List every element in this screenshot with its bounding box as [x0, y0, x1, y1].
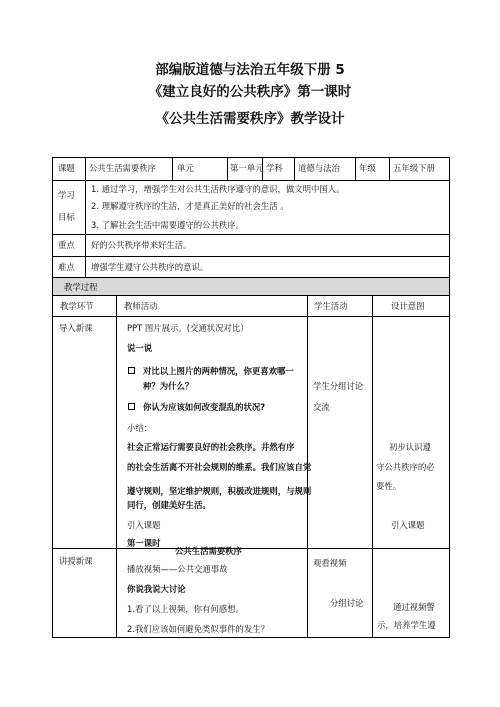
intro-intent-line3: 要性。: [376, 481, 402, 491]
table-border-bottom: [52, 637, 449, 638]
col-rule: [227, 157, 228, 180]
process-title-shade: [52, 277, 449, 295]
doc-title-line1: 部编版道德与法治五年级下册 5: [155, 62, 345, 78]
intro-question-1-line2: 种？为什么？: [143, 381, 194, 391]
checkbox-bullet-icon: [128, 367, 135, 374]
intro-say: 说一说: [127, 343, 153, 353]
lecture-intent-line1: 通过视频警: [393, 602, 435, 612]
lecture-student-line2: 分组讨论: [330, 598, 364, 608]
checkbox-bullet-icon: [128, 403, 135, 410]
key-point-label: 重点: [58, 240, 75, 250]
lecture-intent-line2: 示，培养学生遵: [377, 620, 436, 630]
col-rule: [294, 157, 295, 180]
doc-title-line3: 《公共生活需要秩序》教学设计: [155, 111, 345, 127]
stage-intro: 导入新课: [59, 323, 93, 333]
intro-intent-lead: 引入课题: [391, 520, 425, 530]
doc-title-line2: 《建立良好的公共秩序》第一课时: [148, 84, 352, 100]
header-student: 学生活动: [314, 301, 348, 311]
intro-summary-line: 遵守规则，坚定维护规则，积极改进规则，与规则: [127, 486, 312, 496]
lecture-discuss: 你说我说大讨论: [127, 584, 186, 594]
table-border-left: [52, 157, 53, 638]
intro-summary-line: 同行，创建美好生活。: [127, 500, 211, 510]
header-intent: 设计意图: [391, 301, 425, 311]
goals-label-line2: 目标: [58, 212, 75, 222]
intro-lesson-part1: 第一课时: [127, 538, 161, 548]
table-rule: [52, 256, 449, 257]
intro-summary-line: 社会正常运行需要良好的社会秩序。井然有序: [127, 442, 295, 452]
subject-label: 学科: [266, 163, 283, 173]
col-rule: [355, 157, 356, 180]
goals-label-line1: 学习: [58, 190, 75, 200]
table-rule: [52, 316, 449, 317]
header-teacher: 教师活动: [124, 301, 158, 311]
intro-intent-line1: 初步认识遵: [389, 442, 431, 452]
lecture-video: 播放视频——公共交通事故: [127, 564, 228, 574]
grade-label: 年级: [359, 163, 376, 173]
col-rule: [172, 157, 173, 180]
table-rule: [52, 548, 449, 549]
table-rule: [52, 295, 449, 296]
col-rule: [372, 295, 373, 638]
unit-label: 单元: [177, 163, 194, 173]
table-rule: [52, 234, 449, 235]
table-rule: [52, 180, 449, 181]
unit-value: 第一单元: [230, 163, 264, 173]
intro-summary-line: 的社会生活离不开社会规则的维系。我们应该自觉: [127, 462, 312, 472]
difficult-point-value: 增强学生遵守公共秩序的意识。: [91, 262, 209, 272]
col-rule: [116, 295, 117, 638]
lecture-question-2: 2.我们应该如何避免类似事件的发生？: [127, 624, 269, 634]
intro-ppt: PPT 图片展示。(交通状况对比）: [127, 323, 249, 333]
process-title: 教学过程: [64, 282, 98, 292]
intro-question-2: 你认为应该如何改变混乱的状况?: [143, 402, 266, 412]
difficult-point-label: 难点: [58, 262, 75, 272]
intro-intent-line2: 守公共秩序的必: [376, 462, 435, 472]
intro-summary-label: 小结：: [127, 423, 153, 433]
lecture-question-1: 1.看了以上视频，你有何感想。: [127, 604, 244, 614]
table-border-right: [449, 157, 450, 638]
stage-lecture: 讲授新课: [59, 556, 93, 566]
goal-item: 2. 理解遵守秩序的生活，才是真正美好的社会生活 。: [91, 201, 289, 211]
subject-value: 道德与法治: [298, 163, 340, 173]
goal-item: 3. 了解社会生活中需要遵守的公共秩序。: [91, 220, 245, 230]
col-rule: [85, 157, 86, 277]
key-point-value: 好的公共秩序带来好生活。: [91, 240, 192, 250]
intro-lesson-part2: 公共生活需要秩序: [175, 546, 242, 556]
col-rule: [389, 157, 390, 180]
intro-lead: 引入课题: [127, 520, 161, 530]
lecture-student-line1: 观看视频: [313, 558, 347, 568]
intro-student-line2: 交流: [313, 402, 330, 412]
header-stage: 教学环节: [60, 301, 94, 311]
intro-question-1-line1: 对比以上图片的两种情况，你更喜欢哪一: [143, 366, 294, 376]
goal-item: 1. 通过学习，增强学生对公共生活秩序遵守的意识，做文明中国人。: [91, 184, 345, 194]
intro-student-line1: 学生分组讨论: [313, 381, 364, 391]
table-rule: [52, 277, 449, 278]
grade-value: 五年级下册: [393, 163, 435, 173]
course-value: 公共生活需要秩序: [89, 163, 156, 173]
course-label: 课题: [58, 163, 75, 173]
